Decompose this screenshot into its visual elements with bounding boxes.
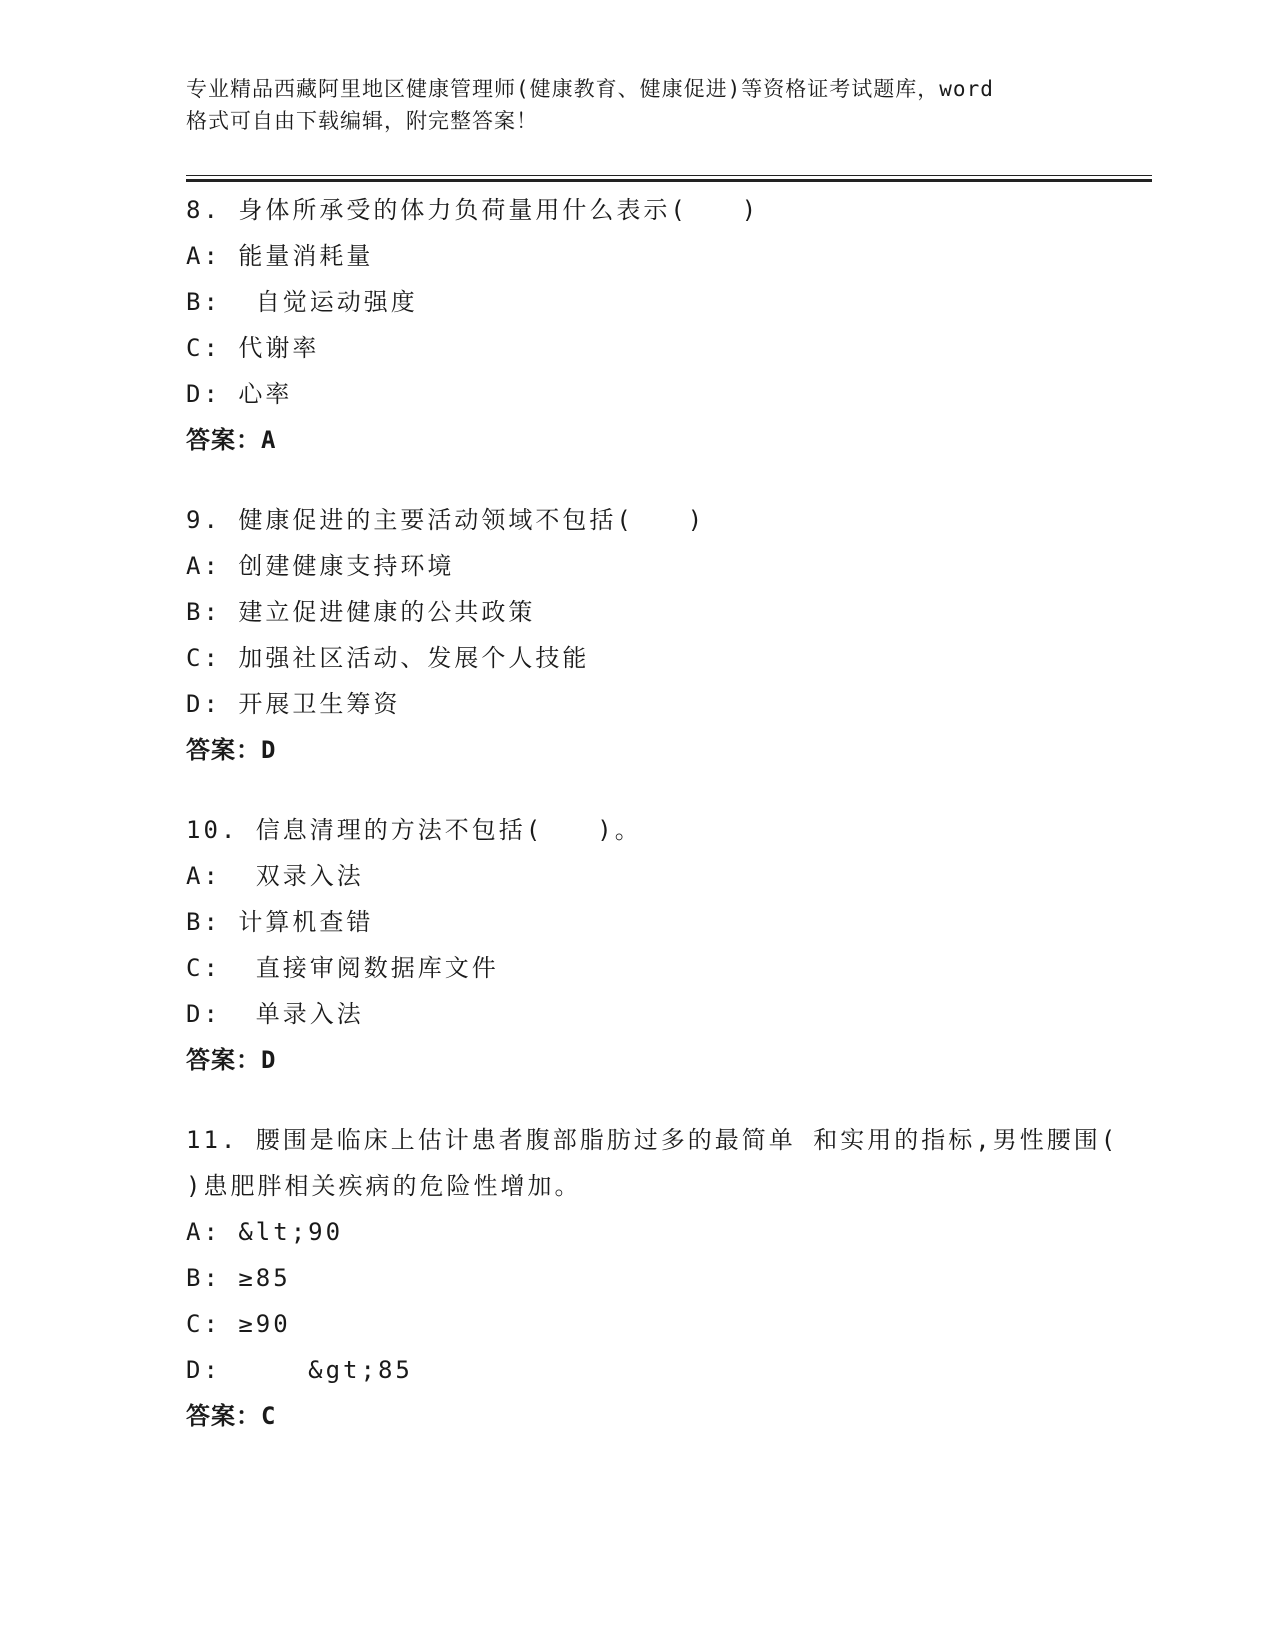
question-10 [186, 807, 1126, 1083]
header-divider-thick [186, 179, 1152, 182]
option-d: D: &gt;85 [186, 1356, 413, 1384]
option-b: B: ≥85 [186, 1264, 291, 1292]
option-a: A: 双录入法 [186, 862, 364, 890]
question-stem: 11. 腰围是临床上估计患者腹部脂肪过多的最简单 和实用的指标,男性腰围( )患肥胖相关疾病的危险性增加。 [186, 1126, 1136, 1200]
question-list [186, 187, 1136, 1473]
question-9 [186, 497, 1126, 773]
answer-line: 答案：C [186, 1402, 277, 1430]
option-c: C: 直接审阅数据库文件 [186, 954, 499, 982]
option-d: D: 单录入法 [186, 1000, 364, 1028]
question-stem: 10. 信息清理的方法不包括( )。 [186, 816, 642, 844]
option-c: C: 代谢率 [186, 334, 320, 362]
option-a: A: &lt;90 [186, 1218, 344, 1246]
option-b: B: 计算机查错 [186, 908, 374, 936]
document-header [186, 73, 1086, 137]
option-a: A: 创建健康支持环境 [186, 552, 455, 580]
question-stem: 8. 身体所承受的体力负荷量用什么表示( ) [186, 196, 760, 224]
option-d: D: 开展卫生筹资 [186, 690, 401, 718]
question-8 [186, 187, 1126, 463]
option-b: B: 建立促进健康的公共政策 [186, 598, 536, 626]
question-stem: 9. 健康促进的主要活动领域不包括( ) [186, 506, 706, 534]
question-11 [186, 1117, 1136, 1439]
header-divider-thin [186, 175, 1152, 176]
header-line-2: 格式可自由下载编辑，附完整答案！ [186, 109, 538, 133]
answer-line: 答案：A [186, 426, 277, 454]
option-c: C: 加强社区活动、发展个人技能 [186, 644, 590, 672]
option-c: C: ≥90 [186, 1310, 291, 1338]
header-line-1: 专业精品西藏阿里地区健康管理师(健康教育、健康促进)等资格证考试题库，word [186, 77, 994, 101]
option-d: D: 心率 [186, 380, 293, 408]
answer-line: 答案：D [186, 736, 277, 764]
option-b: B: 自觉运动强度 [186, 288, 418, 316]
option-a: A: 能量消耗量 [186, 242, 374, 270]
answer-line: 答案：D [186, 1046, 277, 1074]
